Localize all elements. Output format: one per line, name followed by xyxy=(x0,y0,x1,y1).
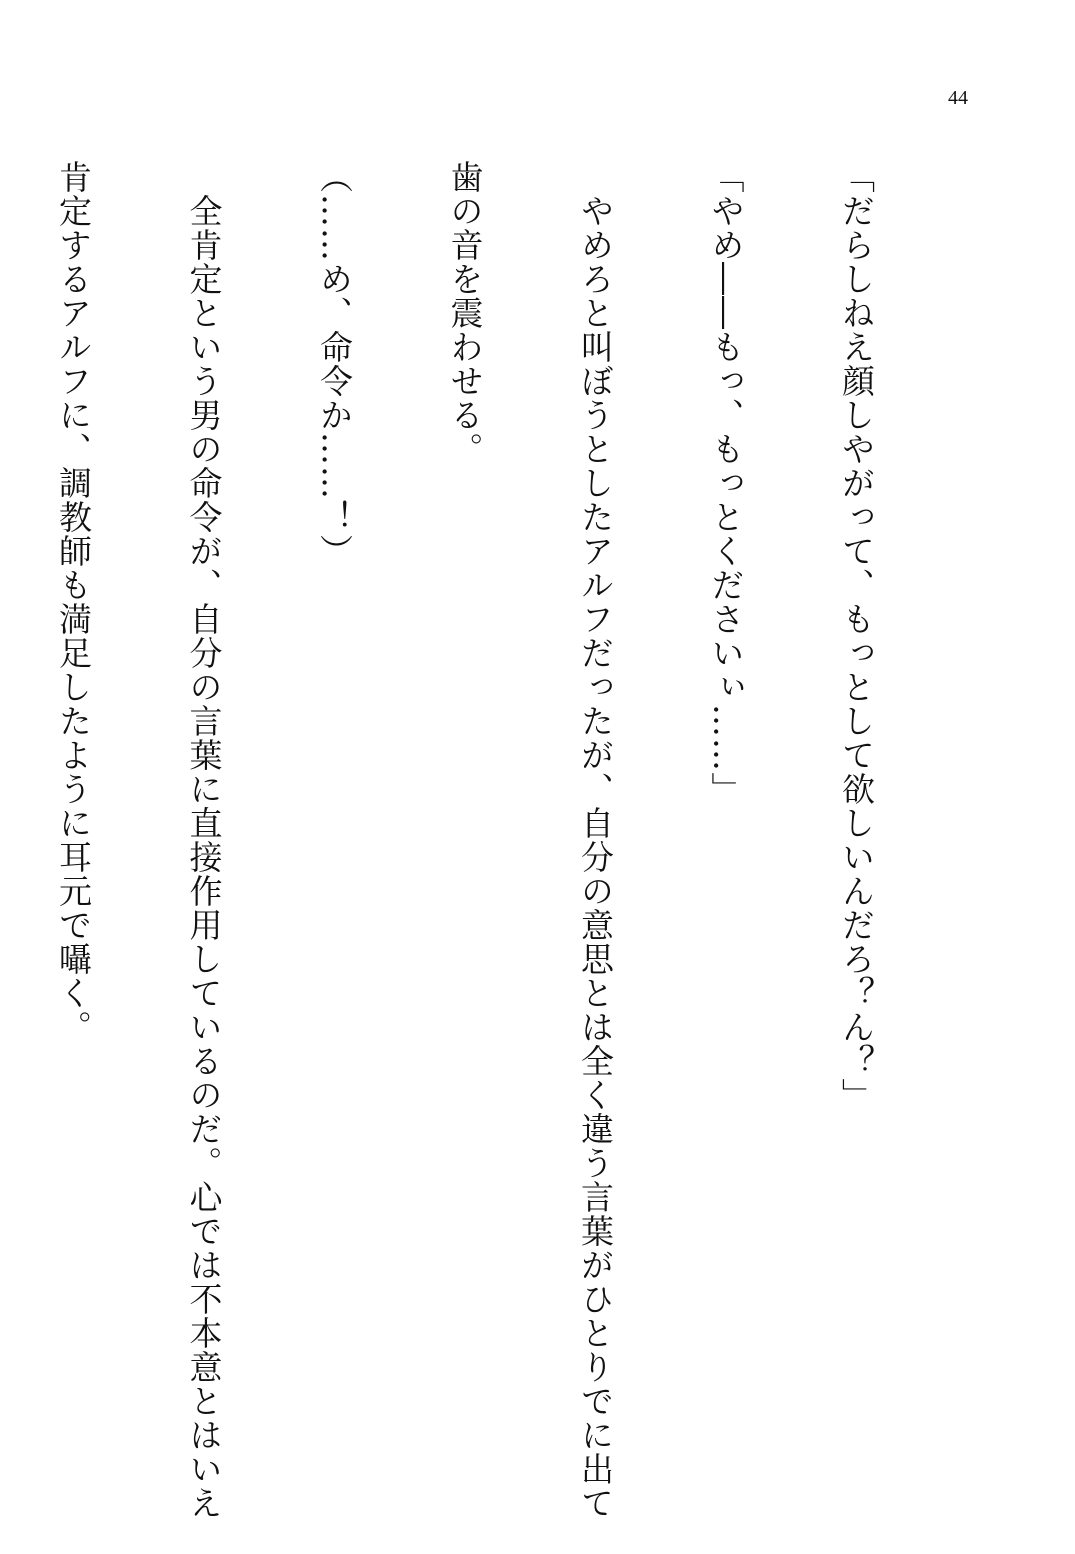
text-line: 全肯定という男の命令が、自分の言葉に直接作用しているのだ。心では不本意とはいえ xyxy=(184,160,224,1520)
body-text xyxy=(0,160,965,1520)
text-line: 肯定するアルフに、調教師も満足したように耳元で囁く。 xyxy=(54,160,93,1044)
text-line: 「だらしねえ顔しやがって、もっとして欲しいんだろ？ん？」 xyxy=(837,160,876,1112)
text-line: 「やめ――もっ、もっとくださいぃ……」 xyxy=(706,160,746,806)
page-number: 44 xyxy=(948,87,968,109)
text-line: （……め、命令か……！） xyxy=(315,160,354,568)
text-line: 歯の音を震わせる。 xyxy=(445,160,485,466)
text-line: やめろと叫ぼうとしたアルフだったが、自分の意思とは全く違う言葉がひとりでに出て xyxy=(576,160,615,1520)
